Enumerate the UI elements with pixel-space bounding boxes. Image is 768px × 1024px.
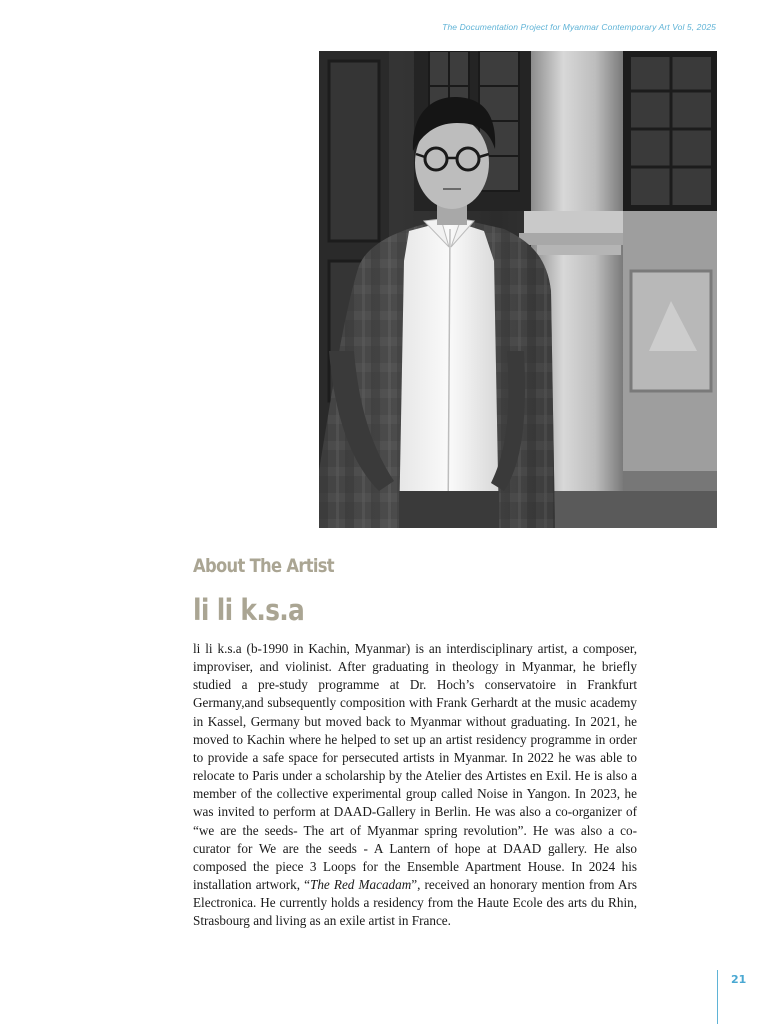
artist-portrait-photo — [319, 51, 717, 528]
page-number: 21 — [731, 973, 747, 986]
bio-text-part2: ”, received an honorary mention from Ars Electronica. He currently holds a residency from the Haute Ecole des arts du Rhin, Strasbourg and living as an exile artist in France. — [193, 877, 637, 929]
artist-name: li li k.s.a — [193, 593, 305, 627]
artwork-title: The Red Macadam — [310, 877, 412, 893]
running-header: The Documentation Project for Myanmar Contemporary Art Vol 5, 2025 — [442, 22, 716, 32]
page-number-rule — [717, 970, 718, 1024]
bio-text-part1: li li k.s.a (b-1990 in Kachin, Myanmar) is an interdisciplinary artist, a composer, improviser, and violinist. After graduating in theology in Myanmar, he briefly studied a pre-study programme at Dr. Hoch’s conservatoire in Frankfurt Germany,and subsequently composition with Frank Gerhardt at the music academy in Kassel, Germany but moved back to Myanmar without graduating. In 2021, he moved to Kachin where he helped to set up an artist residency programme in order to provide a safe space for persecuted artists in Myanmar. In 2022 he was able to relocate to Paris under a scholarship by the Atelier des Artistes en Exil. He is also a member of the collective experimental group called Noise in Yangon. In 2023, he was invited to perform at DAAD-Gallery in Berlin. He was also a co-organizer of “we are the seeds- The art of Myanmar spring revolution”. He was also a co- curator for We are the seeds - A Lantern of hope at DAAD gallery. He also composed the piece 3 Loops for the Ensemble Apartment House. In 2024 his installation artwork, “ — [193, 641, 637, 893]
section-label: About The Artist — [193, 555, 334, 577]
artist-bio — [193, 640, 637, 931]
portrait-image — [319, 51, 717, 528]
